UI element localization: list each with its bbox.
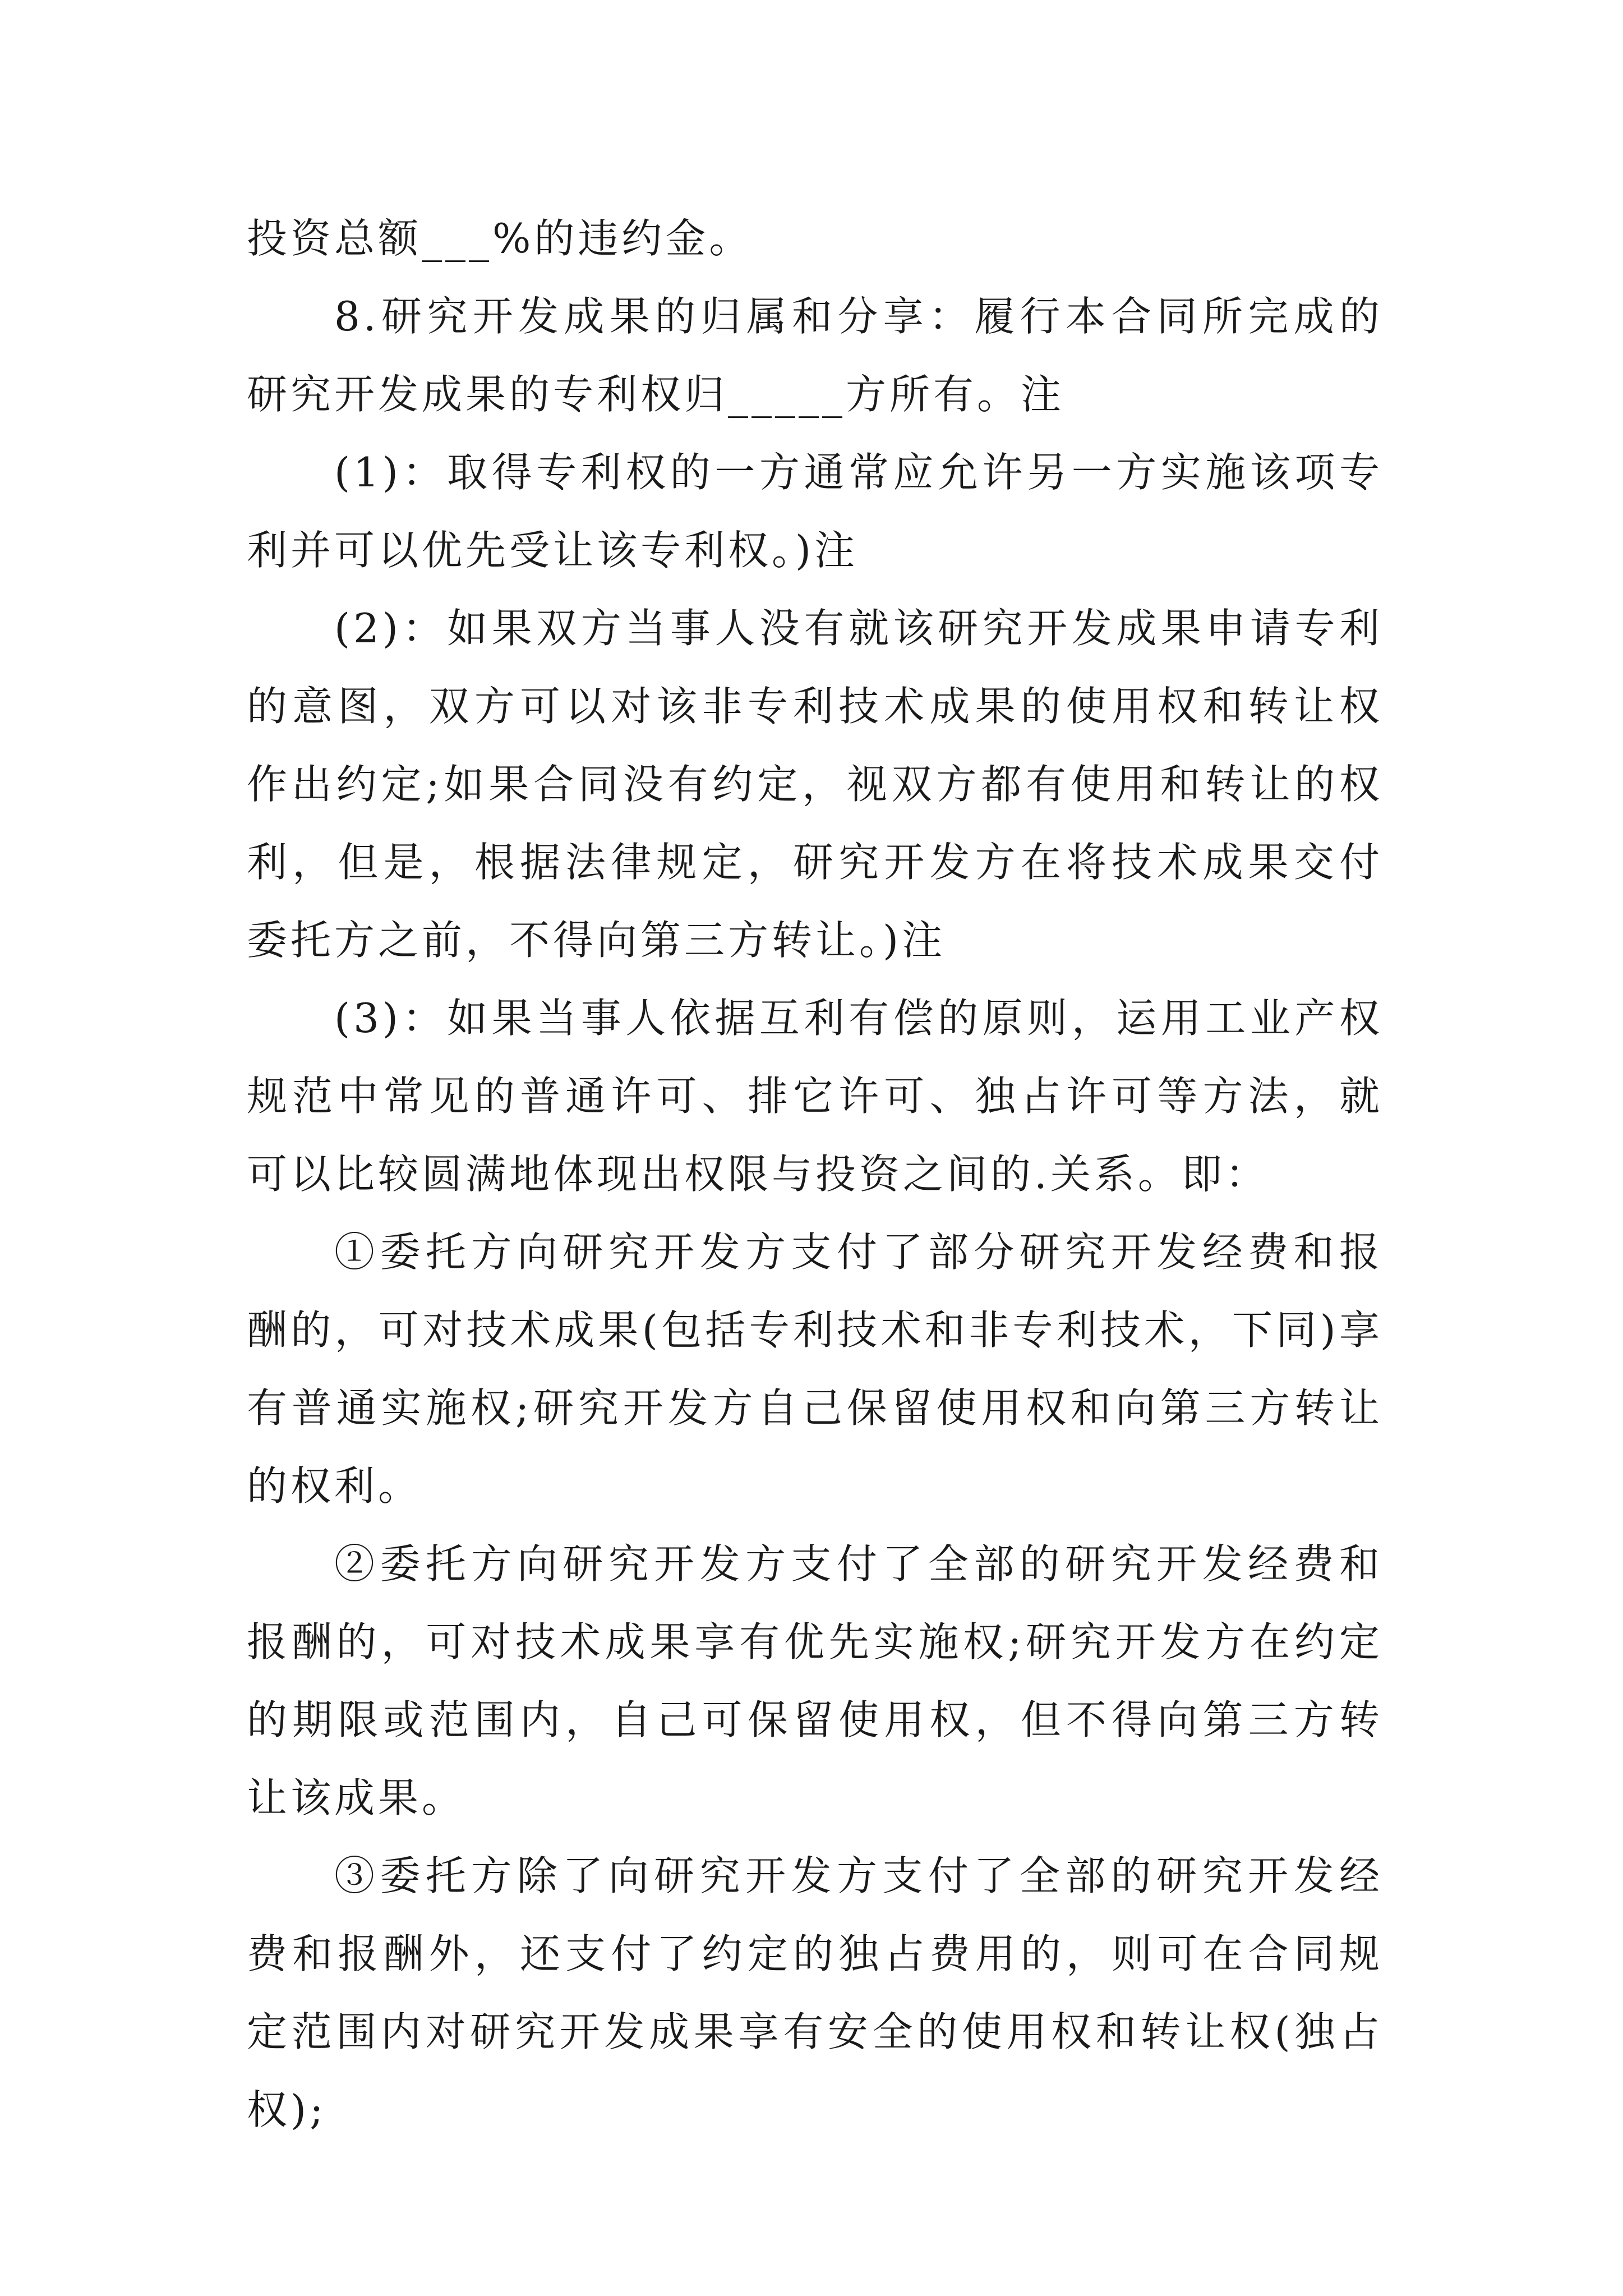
paragraph-section-8: 8.研究开发成果的归属和分享：履行本合同所完成的研究开发成果的专利权归_____方所有。注 (247, 293, 1383, 418)
paragraph-item-1: ①委托方向研究开发方支付了部分研究开发经费和报酬的，可对技术成果(包括专利技术和非专利技术，下同)享有普通实施权;研究开发方自己保留使用权和向第三方转让的权利。 (247, 1228, 1383, 1510)
paragraph-note-3: (3)：如果当事人依据互利有偿的原则，运用工业产权规范中常见的普通许可、排它许可、独占许可等方法，就可以比较圆满地体现出权限与投资之间的.关系。即： (247, 995, 1383, 1198)
paragraph-item-3: ③委托方除了向研究开发方支付了全部的研究开发经费和报酬外，还支付了约定的独占费用的，则可在合同规定范围内对研究开发成果享有安全的使用权和转让权(独占权); (247, 1852, 1383, 2133)
paragraph-note-1: (1)：取得专利权的一方通常应允许另一方实施该项专利并可以优先受让该专利权。)注 (247, 449, 1383, 574)
paragraph-penalty: 投资总额___%的违约金。 (247, 215, 753, 262)
document-body (247, 200, 1383, 2149)
paragraph-item-2: ②委托方向研究开发方支付了全部的研究开发经费和报酬的，可对技术成果享有优先实施权;研究开发方在约定的期限或范围内，自己可保留使用权，但不得向第三方转让该成果。 (247, 1540, 1383, 1821)
paragraph-note-2: (2)：如果双方当事人没有就该研究开发成果申请专利的意图，双方可以对该非专利技术成果的使用权和转让权作出约定;如果合同没有约定，视双方都有使用和转让的权利，但是，根据法律规定，研究开发方在将技术成果交付委托方之前，不得向第三方转让。)注 (247, 605, 1383, 964)
